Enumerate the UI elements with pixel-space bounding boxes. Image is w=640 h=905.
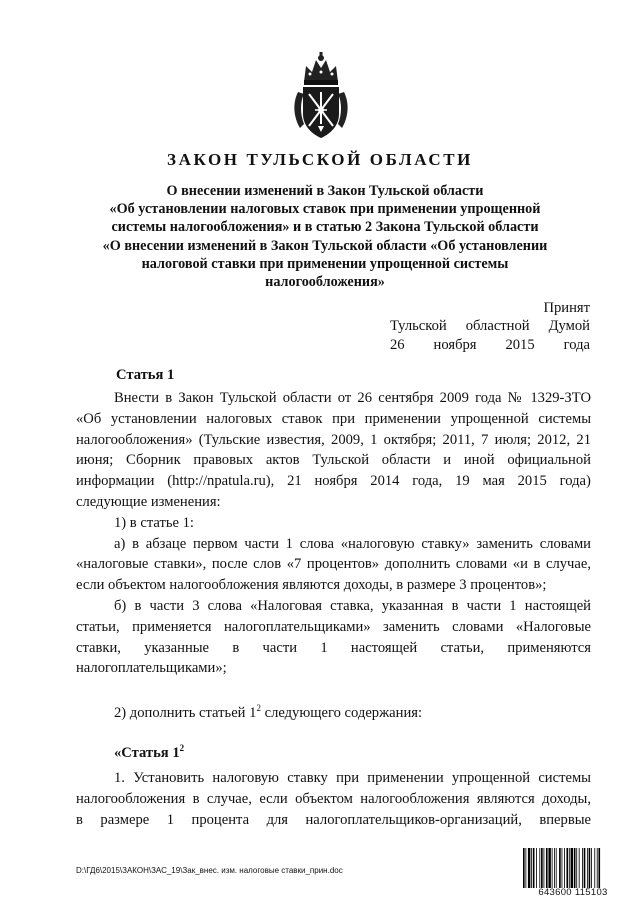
subtitle-line: налоговой ставки при применении упрощенной системы xyxy=(141,255,509,272)
word: настоящей xyxy=(350,639,418,656)
superscript: 2 xyxy=(179,743,185,754)
barcode-bar xyxy=(582,848,583,888)
barcode-bar xyxy=(584,848,586,888)
date-part: ноября xyxy=(433,336,477,353)
line-text: налогообложения в случае, если объектом налогообложения являются доходы, xyxy=(76,790,591,807)
text-line xyxy=(76,554,591,575)
heading-text: «Статья 1 xyxy=(114,745,180,761)
subtitle-line: системы налогообложения» и в статью 2 Закона Тульской области xyxy=(111,219,539,236)
word: актов xyxy=(265,452,300,469)
adopted-by-line xyxy=(390,317,590,335)
line-text: статьи, применяется налогоплательщиками» заменить словами «Налоговые xyxy=(76,618,591,635)
text-line xyxy=(76,596,591,617)
barcode-bar xyxy=(564,848,565,888)
law-title: ЗАКОН ТУЛЬСКОЙ ОБЛАСТИ xyxy=(167,150,473,169)
superscript: 2 xyxy=(256,703,261,714)
article-1-item-2 xyxy=(76,703,591,724)
word: 1 xyxy=(166,811,175,828)
tula-coat-of-arms-icon xyxy=(290,52,352,140)
adoption-date xyxy=(390,336,590,354)
text-line xyxy=(76,430,591,451)
word: применяются xyxy=(507,639,591,656)
word: процента xyxy=(191,811,250,828)
word: июня; xyxy=(76,452,114,469)
line-text: следующие изменения: xyxy=(76,493,221,510)
barcode-bar xyxy=(569,848,570,888)
word: информации xyxy=(76,473,155,490)
file-path: D:\ГД6\2015\ЗАКОН\ЗАС_19\Зак_внес. изм. налоговые ставки_прин.doc xyxy=(76,866,343,875)
barcode-bar xyxy=(589,848,591,888)
text-line xyxy=(76,492,591,513)
barcode-bar xyxy=(591,848,592,888)
word: статьи, xyxy=(440,639,485,656)
line-text: Внести в Закон Тульской области от 26 сентября 2009 года № 1329-ЗТО xyxy=(114,390,591,406)
text-line xyxy=(76,638,591,659)
word: части xyxy=(262,639,298,656)
adoption-block xyxy=(390,299,590,354)
text-line xyxy=(76,575,591,596)
barcode-bar xyxy=(552,848,553,888)
date-part: года xyxy=(563,336,590,353)
word: правовых xyxy=(193,452,254,469)
barcode-bar xyxy=(548,848,550,888)
text-line xyxy=(76,703,591,724)
text-line xyxy=(76,617,591,638)
word: 2014 xyxy=(370,473,400,490)
article-1-heading: Статья 1 xyxy=(116,367,175,383)
text-line xyxy=(76,513,591,534)
date-part: 2015 xyxy=(505,336,535,353)
word: указанные xyxy=(144,639,210,656)
barcode-bar xyxy=(597,848,598,888)
barcode-bar xyxy=(574,848,576,888)
subtitle-line: «Об установлении налоговых ставок при применении упрощенной xyxy=(109,201,541,218)
date-part: 26 xyxy=(390,336,405,353)
barcode-number: 643600 115103 xyxy=(538,887,608,898)
text-line xyxy=(76,388,591,409)
word: налогоплательщиков-организаций, xyxy=(305,811,522,828)
word: и xyxy=(443,452,452,469)
word: для xyxy=(266,811,288,828)
text-line xyxy=(76,471,591,492)
line-text: б) в части 3 слова «Налоговая ставка, указанная в части 1 настоящей xyxy=(114,597,591,614)
line-text: если объектом налогообложения являются доходы, в размере 3 процентов»; xyxy=(76,577,547,594)
word: Тульской xyxy=(312,452,370,469)
barcode xyxy=(523,848,623,888)
line-text: «налоговые ставки», после слов «7 процентов» дополнить словами «и в случае, xyxy=(76,556,591,573)
word: 19 xyxy=(455,473,470,490)
word: 21 xyxy=(287,473,302,490)
text-line xyxy=(76,450,591,471)
barcode-bar xyxy=(536,848,537,888)
barcode-bar xyxy=(556,848,557,888)
line-text: налогоплательщиками»; xyxy=(76,660,227,677)
barcode-bar xyxy=(531,848,532,888)
barcode-bar xyxy=(579,848,580,888)
word: впервые xyxy=(539,811,591,828)
barcode-bar xyxy=(598,848,600,888)
adopted-label: Принят xyxy=(543,300,590,316)
article-1-2-body xyxy=(76,768,591,830)
text-line xyxy=(76,658,591,679)
adopted-word: Тульской xyxy=(390,318,447,335)
barcode-bar xyxy=(559,848,561,888)
word: в xyxy=(76,811,83,828)
barcode-bar xyxy=(594,848,595,888)
barcode-bar xyxy=(554,848,555,888)
barcode-bar xyxy=(523,848,525,888)
barcode-bar xyxy=(544,848,545,888)
line-text: 1. Установить налоговую ставку при применении упрощенной системы xyxy=(114,770,591,786)
word: ставки, xyxy=(76,639,121,656)
word: мая xyxy=(482,473,505,490)
word: официальной xyxy=(507,452,591,469)
line-text: а) в абзаце первом части 1 слова «налоговую ставку» заменить словами xyxy=(114,535,591,552)
barcode-bar xyxy=(539,848,540,888)
word: в xyxy=(232,639,240,656)
item-2-text: 2) дополнить статьей 1 xyxy=(114,705,257,721)
word: года, xyxy=(412,473,443,490)
barcode-bar xyxy=(562,848,563,888)
word: области xyxy=(381,452,431,469)
text-line xyxy=(76,409,591,430)
subtitle-line: налогообложения» xyxy=(265,274,385,291)
barcode-bar xyxy=(587,848,588,888)
barcode-bar xyxy=(566,848,568,888)
text-line xyxy=(76,534,591,555)
barcode-bar xyxy=(541,848,543,888)
line-text: налогообложения» (Тульские известия, 2009, 1 октября; 2011, 7 июля; 2012, 21 xyxy=(76,431,591,448)
barcode-bar xyxy=(576,848,577,888)
word: размере xyxy=(100,811,150,828)
line-text: 1) в статье 1: xyxy=(114,514,194,531)
barcode-bar xyxy=(571,848,573,888)
adopted-word: Думой xyxy=(548,318,590,335)
barcode-bar xyxy=(546,848,548,888)
barcode-bar xyxy=(533,848,535,888)
subtitle-line: О внесении изменений в Закон Тульской области xyxy=(166,183,484,199)
barcode-bar xyxy=(528,848,530,888)
law-subtitle xyxy=(90,182,560,291)
article-1-body xyxy=(76,388,591,679)
word: 2015 xyxy=(517,473,547,490)
line-text: «Об установлении налоговых ставок при применении упрощенной системы xyxy=(76,410,591,427)
text-line xyxy=(76,810,591,831)
text-line xyxy=(76,768,591,789)
word: Сборник xyxy=(126,452,181,469)
word: 1 xyxy=(320,639,328,656)
word: ноября xyxy=(314,473,358,490)
word: иной xyxy=(463,452,495,469)
adopted-word: областной xyxy=(465,318,530,335)
subtitle-line: «О внесении изменений в Закон Тульской области «Об установлении xyxy=(102,237,548,254)
article-1-2-heading xyxy=(114,745,184,762)
barcode-bar xyxy=(525,848,526,888)
item-2-text-suffix: следующего содержания: xyxy=(260,705,423,721)
word: (http://npatula.ru), xyxy=(167,473,275,490)
text-line xyxy=(76,789,591,810)
word: года) xyxy=(559,473,591,490)
